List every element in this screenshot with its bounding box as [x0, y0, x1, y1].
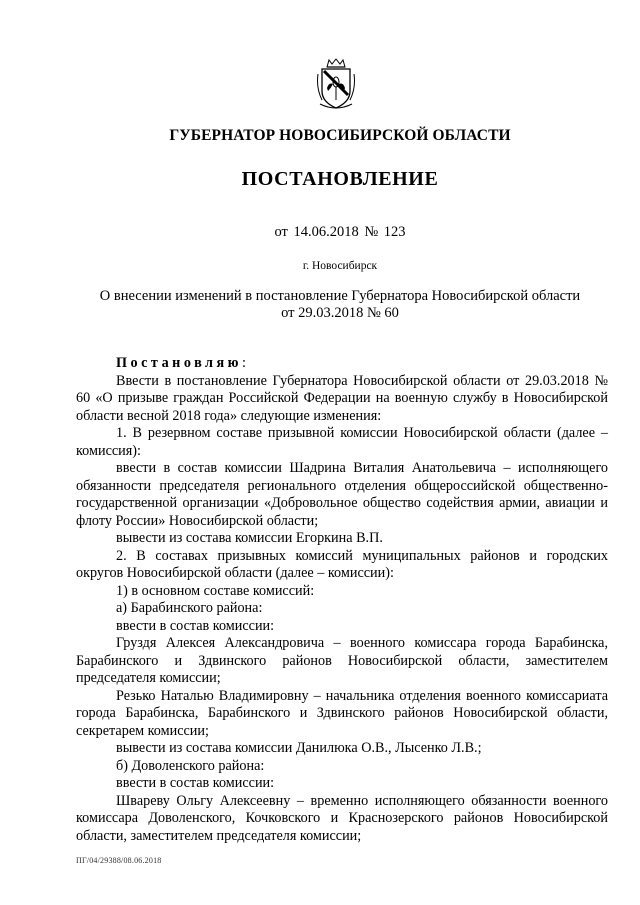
document-type: ПОСТАНОВЛЕНИЕ: [241, 168, 439, 190]
paragraph: Швареву Ольгу Алексеевну – временно исполняющего обязанности военного комиссара Доволенского, Кочковского и Краснозерского районов Новосибирской области, заместителем председателя комиссии;: [76, 792, 608, 844]
decree-line: [76, 355, 608, 373]
paragraph: вывести из состава комиссии Данилюка О.В., Лысенко Л.В.;: [116, 740, 482, 756]
paragraph: Ввести в постановление Губернатора Новосибирской области от 29.03.2018 № 60 «О призыве граждан Российской Федерации на военную службу в Новосибирской области весной 2018 года» следующие изменения:: [76, 372, 608, 424]
paragraph: а) Барабинского района:: [116, 600, 263, 616]
paragraph: 2. В составах призывных комиссий муниципальных районов и городских округов Новосибирской области (далее – комиссии):: [76, 547, 608, 581]
paragraph: ввести в состав комиссии Шадрина Виталия Анатольевича – исполняющего обязанности председателя регионального отделения общероссийской общественно-государственной организации «Добровольное общество содействия армии, авиации и флоту России» Новосибирской области;: [76, 460, 608, 529]
paragraph: вывести из состава комиссии Егоркина В.П.: [116, 530, 383, 546]
document-date-number: от 14.06.2018 № 123: [274, 224, 406, 240]
issuer-title: ГУБЕРНАТОР НОВОСИБИРСКОЙ ОБЛАСТИ: [169, 127, 511, 144]
coat-of-arms-icon: [316, 58, 356, 112]
paragraph: ввести в состав комиссии:: [116, 617, 275, 634]
document-subject: [0, 288, 640, 322]
paragraph: б) Доволенского района:: [116, 757, 265, 774]
document-city: г. Новосибирск: [302, 260, 378, 272]
decree-colon: :: [242, 355, 246, 371]
paragraph: Груздя Алексея Александровича – военного комиссара города Барабинска, Барабинского и Здвинского районов Новосибирской области, заместителем председателя комиссии;: [76, 635, 608, 686]
document-body: [76, 355, 608, 845]
paragraph: 1) в основном составе комиссий:: [116, 582, 315, 599]
paragraph: 1. В резервном составе призывной комиссии Новосибирской области (далее – комиссия):: [76, 425, 608, 459]
subject-line-1: О внесении изменений в постановление Губернатора Новосибирской области: [99, 288, 581, 304]
document-registration-code: ПГ/04/29388/08.06.2018: [76, 856, 162, 865]
decree-word: Постановляю: [116, 355, 243, 371]
subject-line-2: от 29.03.2018 № 60: [281, 305, 399, 321]
paragraph: ввести в состав комиссии:: [116, 775, 275, 791]
paragraph: Резько Наталью Владимировну – начальника отделения военного комиссариата города Барабинска, Барабинского и Здвинского районов Новосибирской области, секретарем комиссии;: [76, 687, 608, 739]
